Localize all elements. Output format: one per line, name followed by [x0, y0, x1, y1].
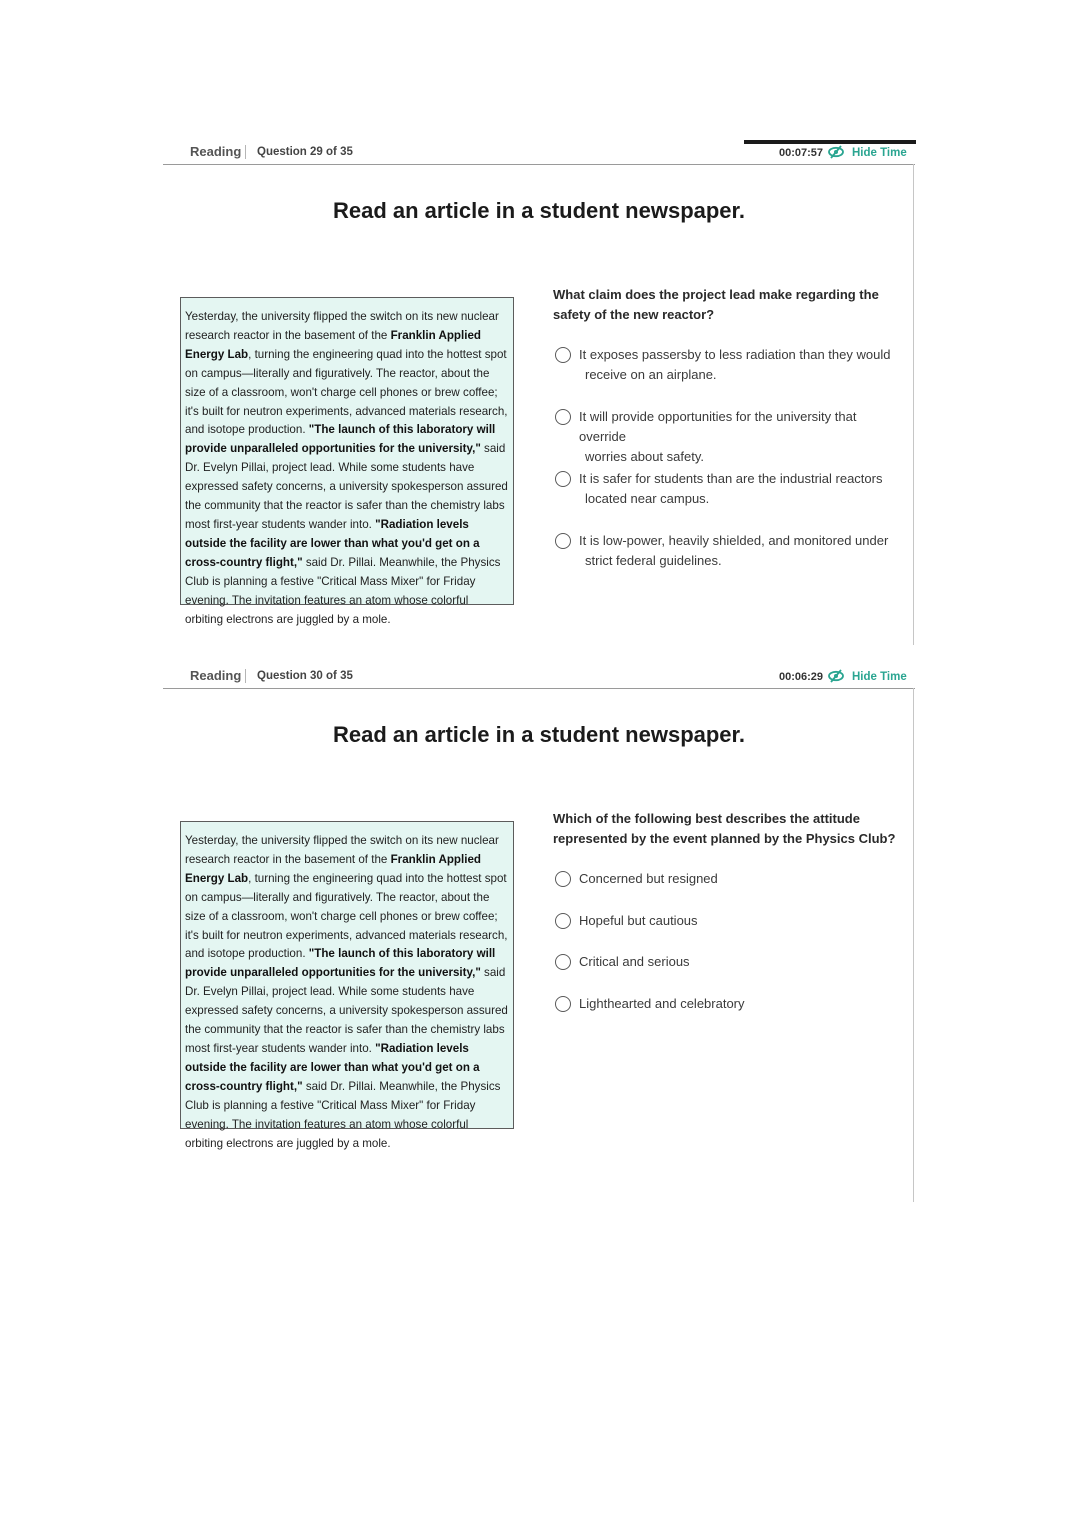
- option-text: It exposes passersby to less radiation than they would: [579, 347, 891, 362]
- passage-bold-text: "The launch of this laboratory will provide unparalleled opportunities for the university,": [185, 947, 496, 980]
- passage-bold-text: "Radiation levels outside the facility are lower than what you'd get on a cross-country flight,": [185, 1041, 480, 1093]
- question-prompt: What claim does the project lead make regarding the safety of the new reactor?: [553, 287, 879, 322]
- top-bar: [163, 140, 915, 165]
- option-text: Hopeful but cautious: [579, 913, 698, 928]
- passage-text: , turning the engineering quad into the hottest spot on campus—literally and figuratively. The reactor, about the size of a classroom, won't charge cell phones or brew coffee; it's built for neutron experiments, advanced materials research, and isotope production.: [185, 871, 508, 961]
- question-screen-29: [163, 140, 915, 645]
- radio-button[interactable]: [555, 409, 571, 425]
- hide-time-button[interactable]: Hide Time: [852, 147, 907, 159]
- eye-slash-icon[interactable]: [828, 669, 844, 683]
- answer-option-4[interactable]: [555, 994, 900, 1014]
- passage-text: said Dr. Evelyn Pillai, project lead. While some students have expressed safety concerns, a university spokesperson assured the community that the reactor is safer than the chemistry labs most first-year students wander into.: [185, 442, 508, 531]
- passage-text: Yesterday, the university flipped the switch on its new nuclear research reactor in the basement of the: [185, 310, 499, 342]
- option-text: Lighthearted and celebratory: [579, 996, 745, 1011]
- right-edge: [913, 164, 914, 645]
- right-edge: [913, 688, 914, 1202]
- divider: [245, 669, 246, 683]
- option-text: Critical and serious: [579, 954, 690, 969]
- option-text: Concerned but resigned: [579, 871, 718, 886]
- passage-text: , turning the engineering quad into the hottest spot on campus—literally and figuratively. The reactor, about the size of a classroom, won't charge cell phones or brew coffee; it's built for neutron experiments, advanced materials research, and isotope production.: [185, 347, 508, 437]
- answer-option-4[interactable]: [555, 531, 900, 571]
- question-counter: Question 30 of 35: [257, 670, 353, 682]
- passage-bold-text: "Radiation levels outside the facility are lower than what you'd get on a cross-country flight,": [185, 517, 480, 569]
- page-title: Read an article in a student newspaper.: [332, 722, 746, 747]
- answer-option-2[interactable]: [555, 911, 900, 931]
- eye-slash-icon[interactable]: [828, 145, 844, 159]
- option-text: located near campus.: [585, 491, 710, 506]
- passage-bold-text: Franklin Applied Energy Lab: [185, 328, 481, 361]
- hide-time-button[interactable]: Hide Time: [852, 671, 907, 683]
- radio-button[interactable]: [555, 871, 571, 887]
- radio-button[interactable]: [555, 996, 571, 1012]
- radio-button[interactable]: [555, 913, 571, 929]
- timer-strip: [744, 140, 916, 144]
- radio-button[interactable]: [555, 954, 571, 970]
- radio-button[interactable]: [555, 471, 571, 487]
- passage-bold-text: "The launch of this laboratory will provide unparalleled opportunities for the university,": [185, 423, 496, 456]
- page-title: Read an article in a student newspaper.: [332, 198, 746, 223]
- answer-option-3[interactable]: [555, 469, 900, 509]
- option-text: receive on an airplane.: [585, 367, 717, 382]
- top-bar: [163, 664, 915, 689]
- passage-text: said Dr. Pillai. Meanwhile, the Physics Club is planning a festive "Critical Mass Mixer" for Friday evening. The invitation features an atom whose colorful orbiting electrons are juggled by a mole.: [185, 1079, 501, 1150]
- option-text: worries about safety.: [585, 449, 704, 464]
- option-text: It is safer for students than are the industrial reactors: [579, 471, 883, 486]
- timer: 00:07:57: [779, 147, 824, 159]
- question-counter: Question 29 of 35: [257, 146, 353, 158]
- passage-text: said Dr. Pillai. Meanwhile, the Physics Club is planning a festive "Critical Mass Mixer" for Friday evening. The invitation features an atom whose colorful orbiting electrons are juggled by a mole.: [185, 555, 501, 626]
- divider: [245, 145, 246, 159]
- radio-button[interactable]: [555, 533, 571, 549]
- article-passage: [180, 821, 514, 1150]
- answer-option-1[interactable]: [555, 869, 900, 889]
- section-name: Reading: [190, 668, 242, 683]
- answer-option-1[interactable]: [555, 345, 900, 385]
- radio-button[interactable]: [555, 347, 571, 363]
- timer: 00:06:29: [779, 671, 824, 683]
- passage-text: Yesterday, the university flipped the switch on its new nuclear research reactor in the basement of the: [185, 834, 499, 866]
- article-passage: [180, 297, 514, 626]
- option-text: It will provide opportunities for the university that override: [579, 409, 857, 444]
- option-text: strict federal guidelines.: [585, 553, 722, 568]
- answer-option-3[interactable]: [555, 952, 900, 972]
- passage-text: said Dr. Evelyn Pillai, project lead. While some students have expressed safety concerns, a university spokesperson assured the community that the reactor is safer than the chemistry labs most first-year students wander into.: [185, 966, 508, 1055]
- question-prompt: Which of the following best describes the attitude represented by the event planned by the Physics Club?: [553, 811, 896, 846]
- question-screen-30: [163, 664, 915, 1202]
- answer-option-2[interactable]: [555, 407, 900, 467]
- section-name: Reading: [190, 144, 242, 159]
- passage-bold-text: Franklin Applied Energy Lab: [185, 852, 481, 885]
- option-text: It is low-power, heavily shielded, and monitored under: [579, 533, 889, 548]
